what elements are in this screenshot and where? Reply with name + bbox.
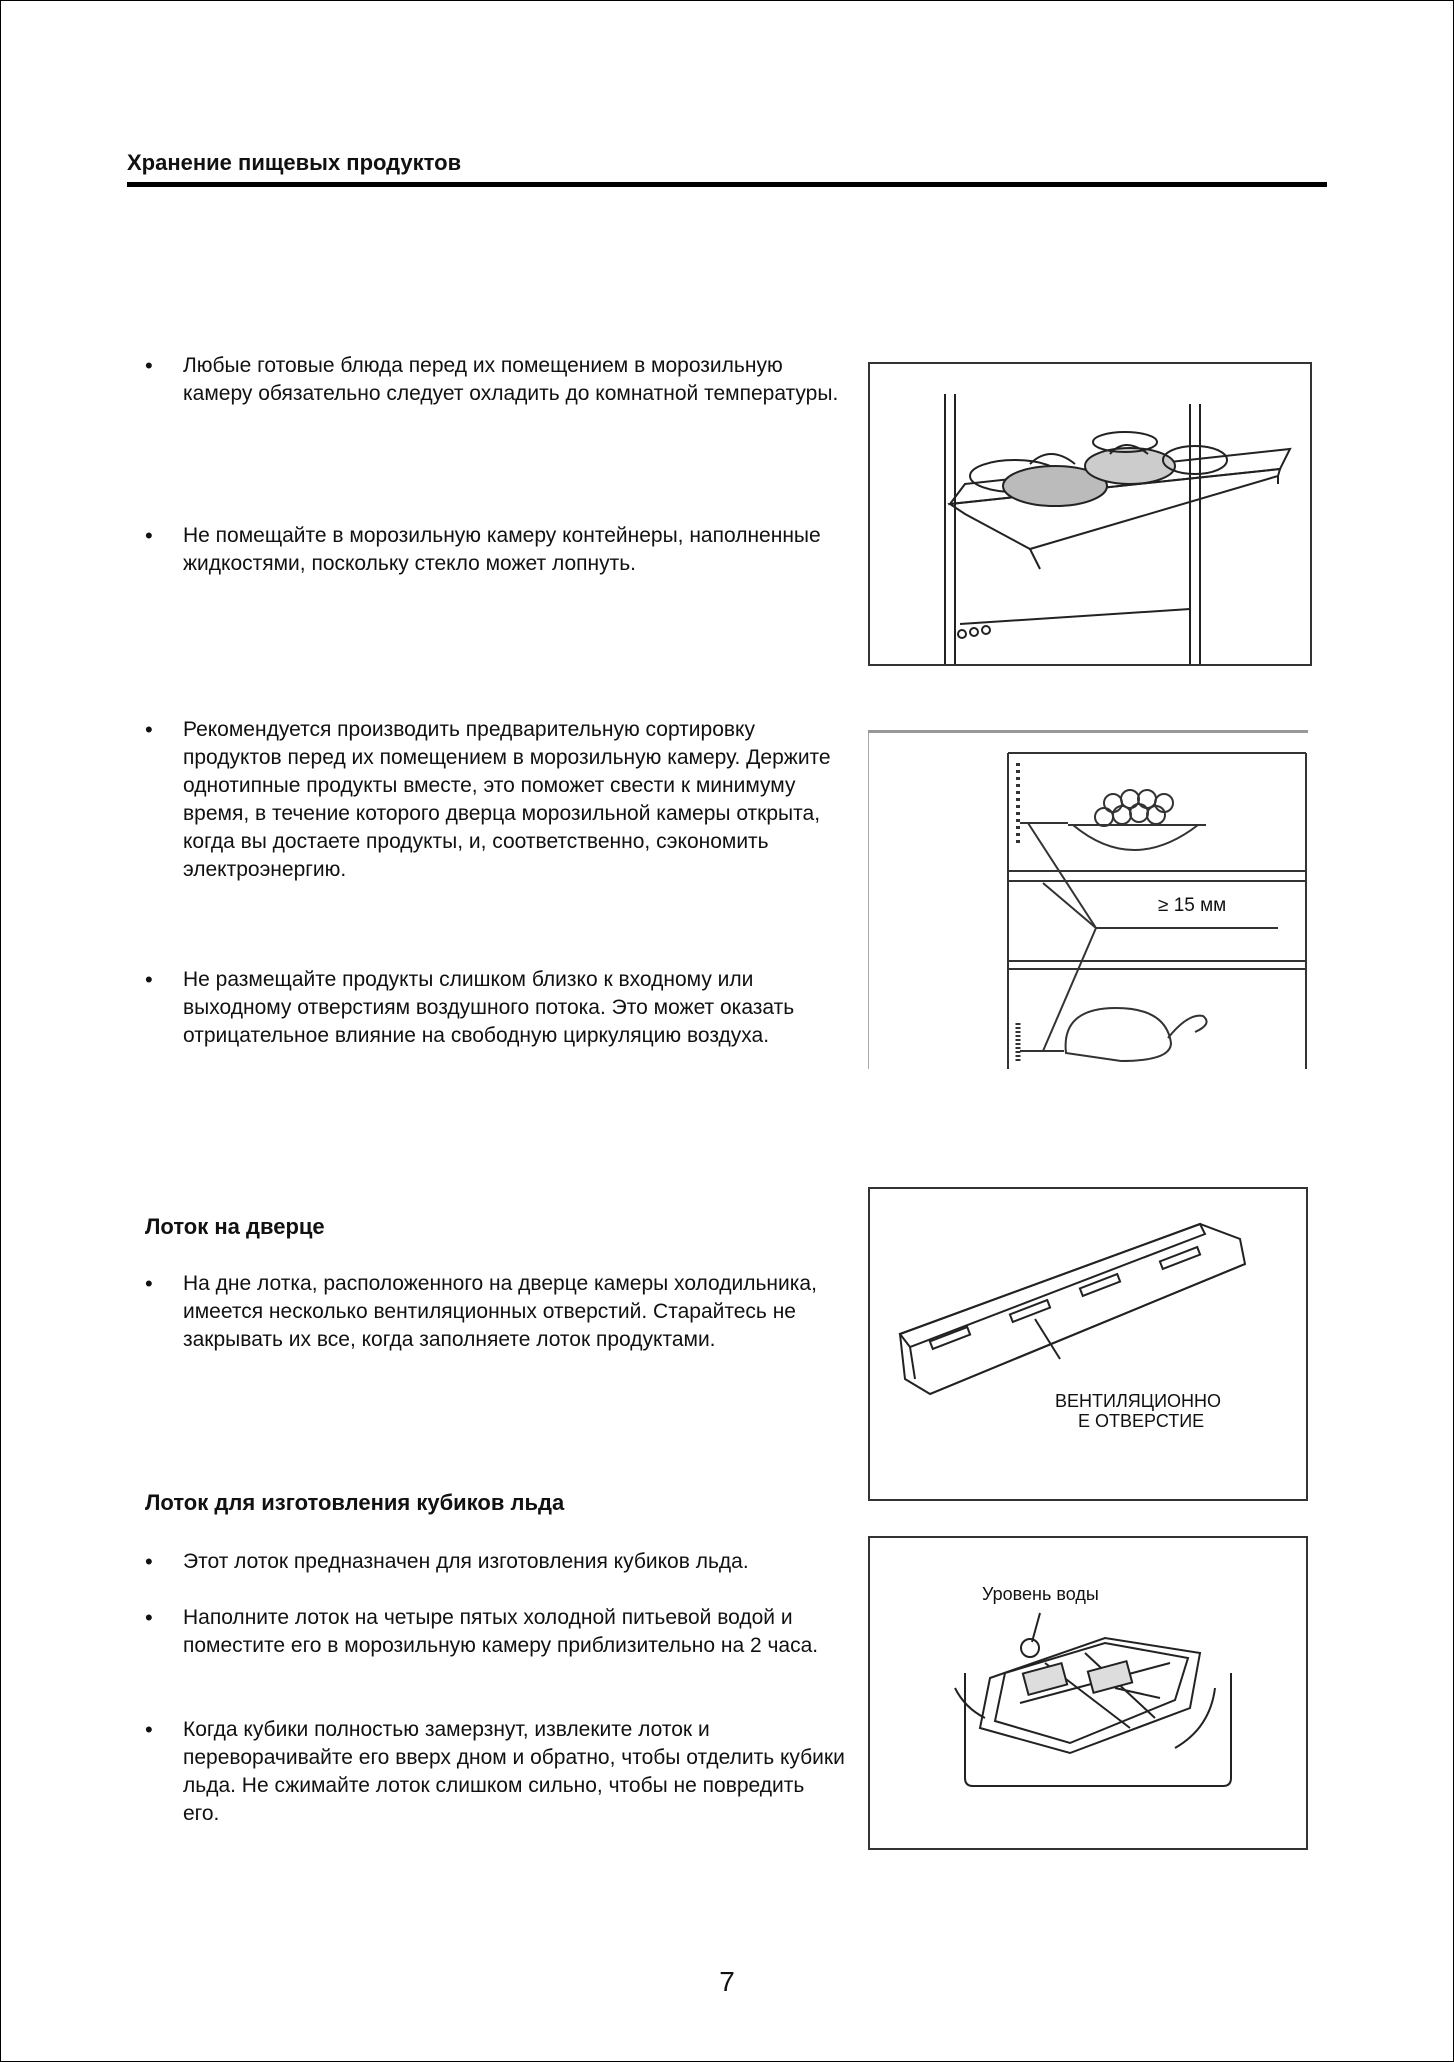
- door-tray-heading: Лоток на дверце: [145, 1214, 325, 1239]
- bullet-text: Не помещайте в морозильную камеру контейнеры, наполненные жидкостями, поскольку стекло может лопнуть.: [183, 524, 821, 575]
- freezer-shelf-illustration: [870, 364, 1310, 664]
- bullet-text: Этот лоток предназначен для изготовления кубиков льда.: [183, 1550, 749, 1573]
- ice-tray-figure: [868, 1536, 1308, 1850]
- bullet-item: • Этот лоток предназначен для изготовления кубиков льда.: [145, 1548, 845, 1576]
- door-tray-illustration: [870, 1189, 1306, 1499]
- bullet-item: • Наполните лоток на четыре пятых холодной питьевой водой и поместите его в морозильную камеру приблизительно на 2 часа.: [145, 1604, 845, 1660]
- bullet-item: • Не помещайте в морозильную камеру контейнеры, наполненные жидкостями, поскольку стекло может лопнуть.: [145, 522, 845, 578]
- bullet-item: • Любые готовые блюда перед их помещением в морозильную камеру обязательно следует охладить до комнатной температуры.: [145, 352, 845, 408]
- page-number: 7: [719, 1966, 735, 1997]
- bullet-item: • Когда кубики полностью замерзнут, извлеките лоток и переворачивайте его вверх дном и обратно, чтобы отделить кубики льда. Не сжимайте лоток слишком сильно, чтобы не повредить его.: [145, 1716, 845, 1828]
- air-gap-illustration: [868, 733, 1308, 1069]
- vent-label-line1: ВЕНТИЛЯЦИОННО: [1055, 1391, 1222, 1411]
- title-rule: [127, 182, 1327, 187]
- bullet-text: На дне лотка, расположенного на дверце камеры холодильника, имеется несколько вентиляционных отверстий. Старайтесь не закрывать их все, когда заполняете лоток продуктами.: [183, 1272, 817, 1351]
- ice-tray-illustration: [870, 1538, 1306, 1848]
- gap-label: ≥ 15 мм: [1158, 895, 1227, 916]
- bullet-text: Наполните лоток на четыре пятых холодной питьевой водой и поместите его в морозильную камеру приблизительно на 2 часа.: [183, 1606, 819, 1657]
- vent-label-line2: Е ОТВЕРСТИЕ: [1078, 1411, 1205, 1431]
- bullet-text: Любые готовые блюда перед их помещением в морозильную камеру обязательно следует охладить до комнатной температуры.: [183, 354, 839, 405]
- section-title: Хранение пищевых продуктов: [127, 150, 462, 175]
- bullet-item: • На дне лотка, расположенного на дверце камеры холодильника, имеется несколько вентиляционных отверстий. Старайтесь не закрывать их все, когда заполняете лоток продуктами.: [145, 1270, 845, 1354]
- bullet-item: • Рекомендуется производить предварительную сортировку продуктов перед их помещением в морозильную камеру. Держите однотипные продукты вместе, это поможет свести к минимуму время, в течение которого дверца морозильной камеры открыта, когда вы достаете продукты, и, соответственно, сэкономить электроэнергию.: [145, 716, 845, 884]
- door-tray-figure: [868, 1187, 1308, 1501]
- air-gap-figure: [868, 730, 1308, 1069]
- freezer-shelf-figure: [868, 362, 1312, 666]
- bullet-text: Рекомендуется производить предварительную сортировку продуктов перед их помещением в морозильную камеру. Держите однотипные продукты вместе, это поможет свести к минимуму время, в течение которого дверца морозильной камеры открыта, когда вы достаете продукты, и, соответственно, сэкономить электроэнергию.: [183, 718, 831, 881]
- water-level-label: Уровень воды: [982, 1584, 1099, 1604]
- bullet-item: • Не размещайте продукты слишком близко к входному или выходному отверстиям воздушного потока. Это может оказать отрицательное влияние на свободную циркуляцию воздуха.: [145, 966, 845, 1050]
- bullet-text: Когда кубики полностью замерзнут, извлеките лоток и переворачивайте его вверх дном и обратно, чтобы отделить кубики льда. Не сжимайте лоток слишком сильно, чтобы не повредить его.: [183, 1718, 845, 1825]
- ice-tray-heading: Лоток для изготовления кубиков льда: [145, 1490, 565, 1515]
- bullet-text: Не размещайте продукты слишком близко к входному или выходному отверстиям воздушного потока. Это может оказать отрицательное влияние на свободную циркуляцию воздуха.: [183, 968, 795, 1047]
